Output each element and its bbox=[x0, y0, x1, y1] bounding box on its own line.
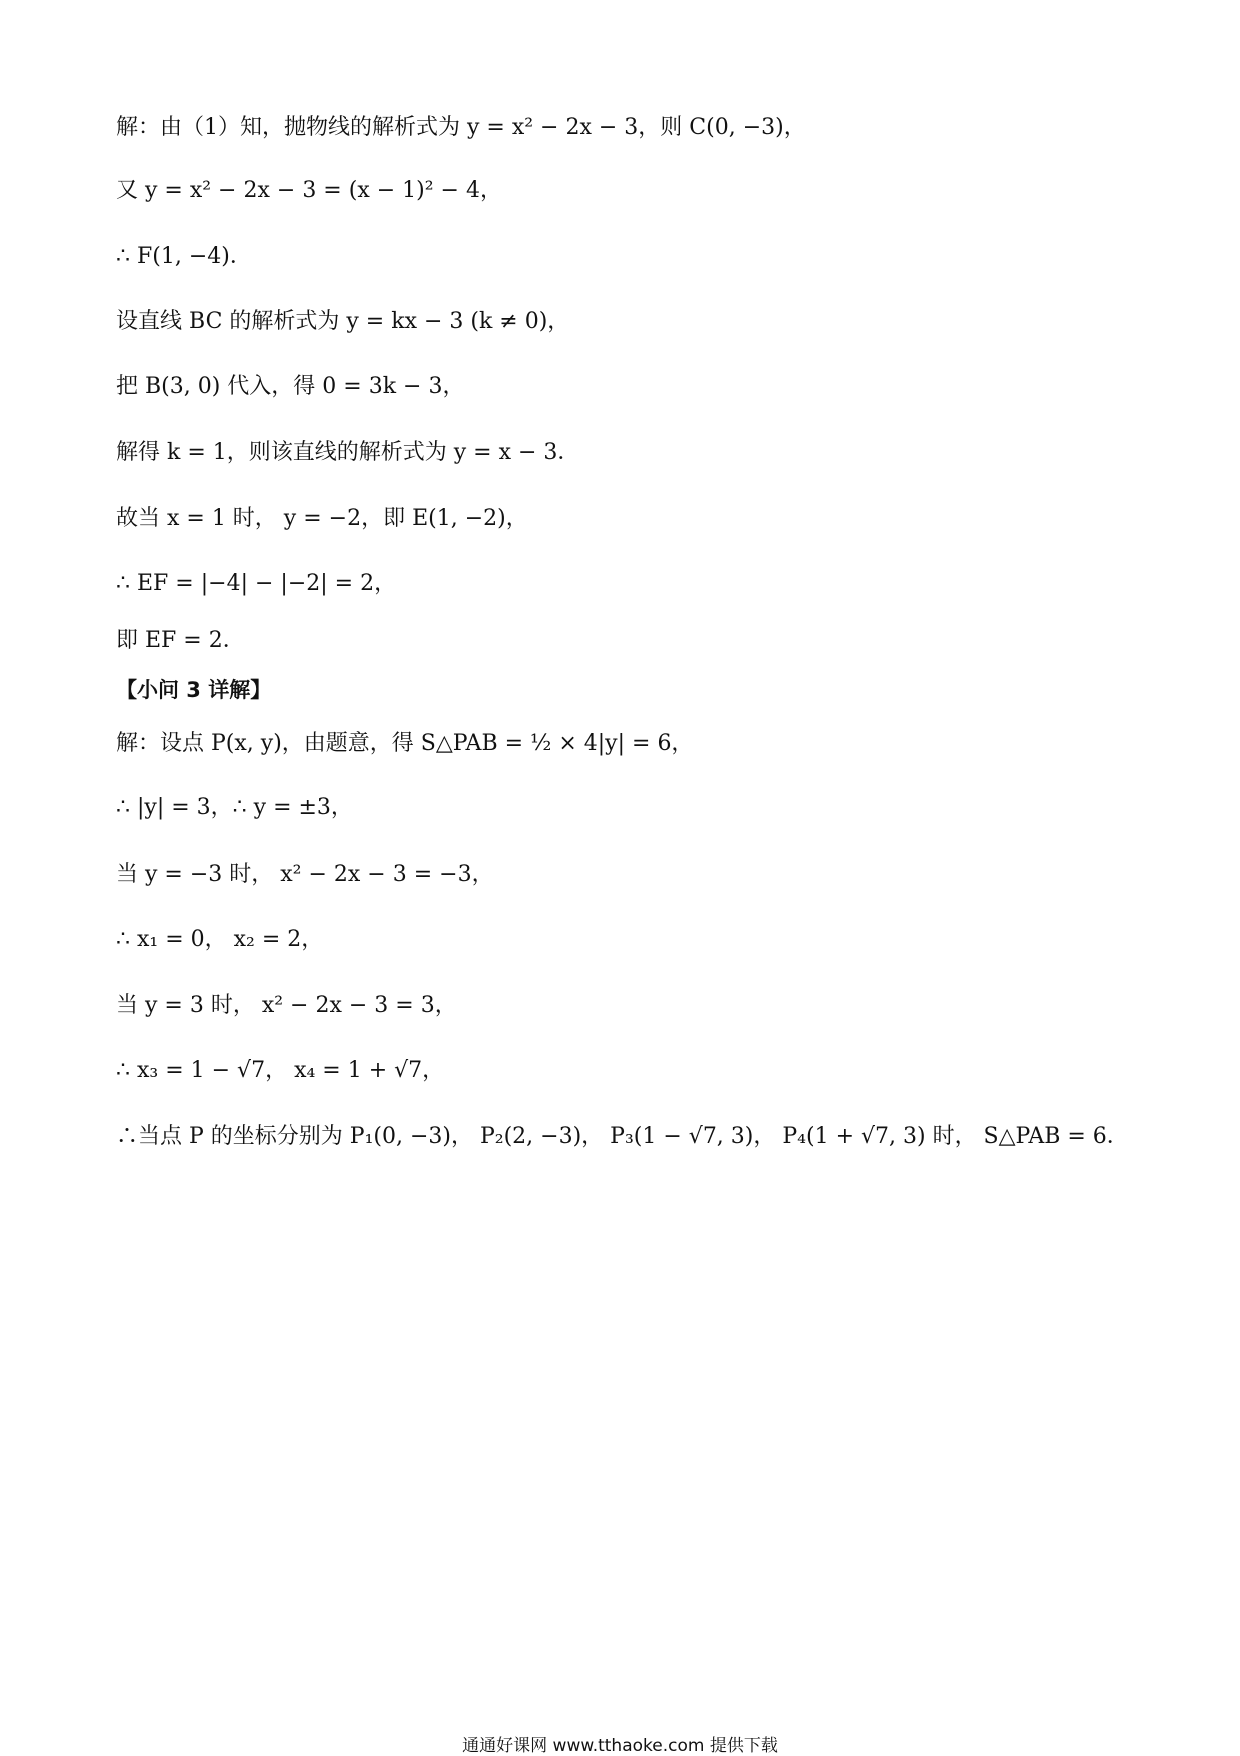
solution-line-11: 解：设点 P(x, y)，由题意，得 S△PAB = ½ × 4|y| = 6， bbox=[116, 731, 694, 756]
solution-line-5: 把 B(3, 0) 代入，得 0 = 3k − 3， bbox=[116, 374, 465, 399]
solution-line-6: 解得 k = 1，则该直线的解析式为 y = x − 3． bbox=[116, 440, 580, 465]
section-heading-part-3: 【小问 3 详解】 bbox=[116, 678, 272, 702]
solution-line-4: 设直线 BC 的解析式为 y = kx − 3 (k ≠ 0)， bbox=[116, 309, 570, 334]
footer-watermark-text: 通通好课网 www.tthaoke.com 提供下载 bbox=[462, 1736, 778, 1756]
solution-line-13: 当 y = −3 时， x² − 2x − 3 = −3， bbox=[116, 862, 494, 887]
solution-line-12: ∴ |y| = 3，∴ y = ±3， bbox=[116, 795, 353, 820]
solution-line-14: ∴ x₁ = 0， x₂ = 2， bbox=[116, 927, 324, 952]
solution-line-1: 解：由（1）知，抛物线的解析式为 y = x² − 2x − 3，则 C(0, −3)， bbox=[116, 115, 806, 140]
solution-line-9: 即 EF = 2． bbox=[116, 628, 245, 653]
solution-line-8: ∴ EF = |−4| − |−2| = 2， bbox=[116, 571, 397, 596]
solution-line-15: 当 y = 3 时， x² − 2x − 3 = 3， bbox=[116, 993, 457, 1018]
solution-line-7: 故当 x = 1 时， y = −2，即 E(1, −2)， bbox=[116, 506, 528, 531]
solution-line-2: 又 y = x² − 2x − 3 = (x − 1)² − 4， bbox=[116, 178, 502, 203]
solution-line-3: ∴ F(1, −4)． bbox=[116, 244, 252, 269]
solution-line-17: ∴当点 P 的坐标分别为 P₁(0, −3)， P₂(2, −3)， P₃(1 − √7, 3)， P₄(1 + √7, 3) 时， S△PAB = 6． bbox=[116, 1124, 1129, 1149]
solution-line-16: ∴ x₃ = 1 − √7， x₄ = 1 + √7， bbox=[116, 1058, 445, 1083]
